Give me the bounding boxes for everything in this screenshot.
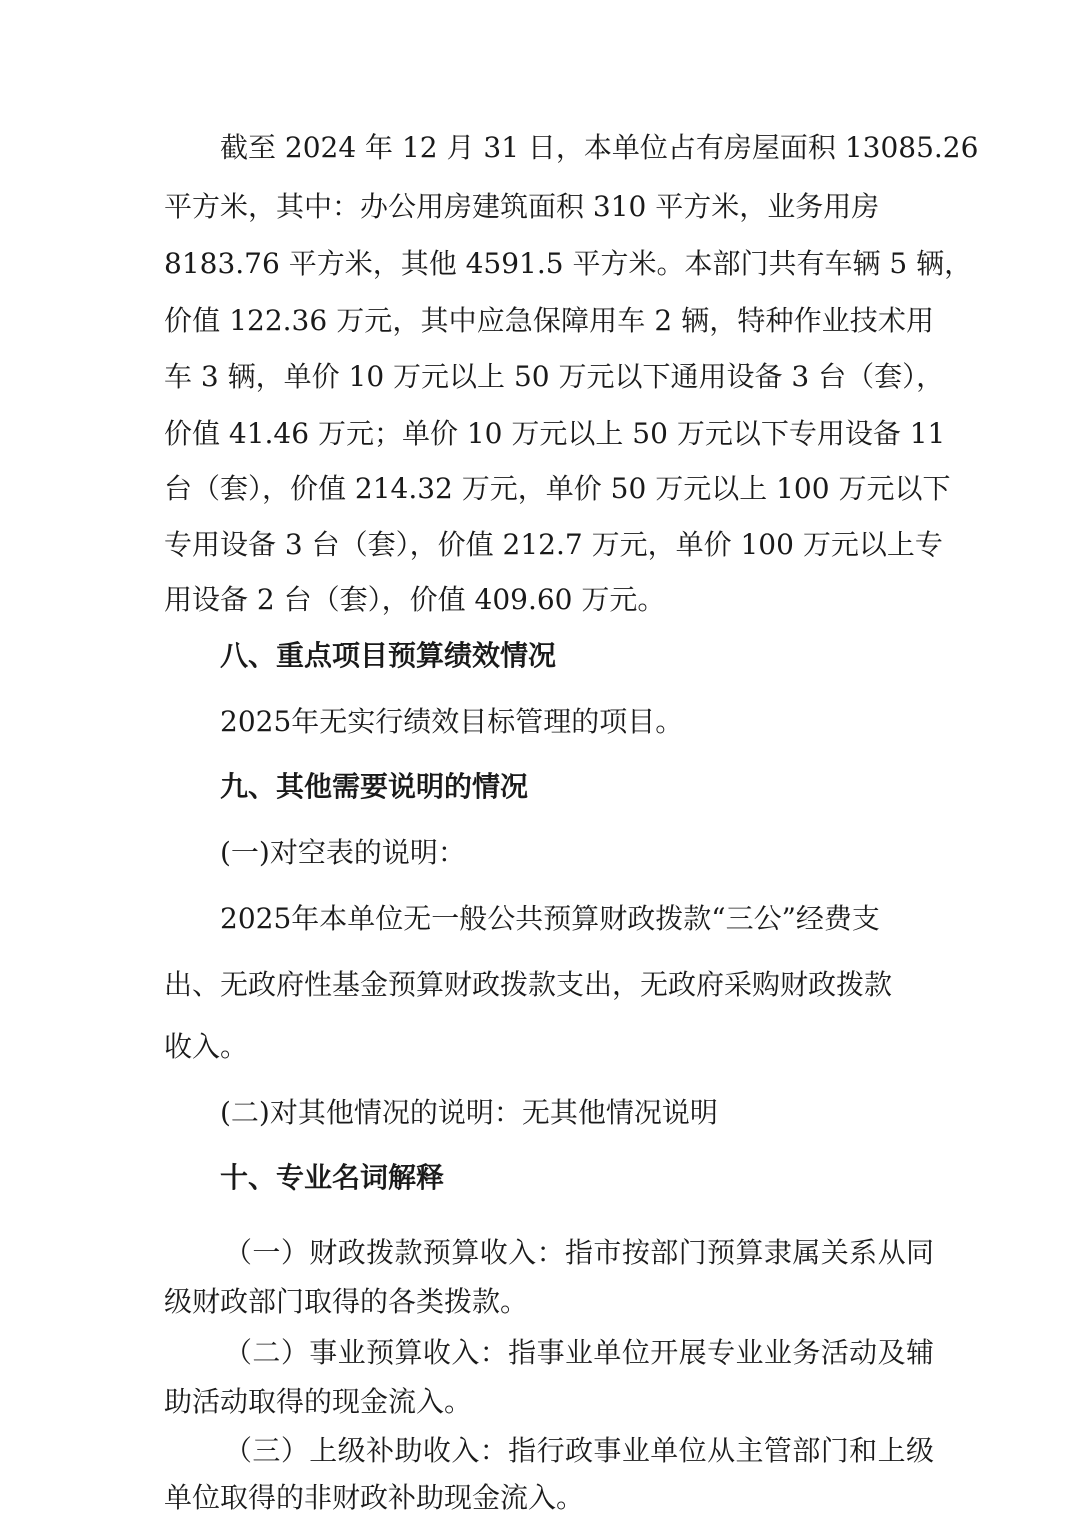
assets-paragraph-line-6: 价值 41.46 万元；单价 10 万元以上 50 万元以下专用设备 11 — [164, 417, 946, 450]
section-ten-heading: 十、专业名词解释 — [220, 1161, 445, 1194]
assets-paragraph-line-9: 用设备 2 台（套），价值 409.60 万元。 — [164, 583, 666, 616]
assets-paragraph-line-2: 平方米，其中：办公用房建筑面积 310 平方米，业务用房 — [164, 190, 880, 223]
section-nine-sub1-line-3: 收入。 — [164, 1030, 249, 1063]
term-item-1-line-2: 级财政部门取得的各类拨款。 — [164, 1285, 529, 1318]
term-item-1-line-1: （一）财政拨款预算收入：指市按部门预算隶属关系从同 — [224, 1236, 934, 1269]
section-nine-heading: 九、其他需要说明的情况 — [220, 770, 529, 803]
assets-paragraph-line-4: 价值 122.36 万元，其中应急保障用车 2 辆，特种作业技术用 — [164, 304, 934, 337]
section-nine-sub1-title: (一)对空表的说明： — [220, 836, 466, 869]
section-nine-sub2-text: (二)对其他情况的说明：无其他情况说明 — [220, 1096, 718, 1129]
term-item-3-line-2: 单位取得的非财政补助现金流入。 — [164, 1481, 585, 1514]
section-eight-heading: 八、重点项目预算绩效情况 — [220, 639, 557, 672]
assets-paragraph-line-3: 8183.76 平方米，其他 4591.5 平方米。本部门共有车辆 5 辆， — [164, 247, 973, 280]
section-eight-text: 2025年无实行绩效目标管理的项目。 — [220, 705, 684, 738]
term-item-2-line-2: 助活动取得的现金流入。 — [164, 1385, 473, 1418]
section-nine-sub1-line-1: 2025年本单位无一般公共预算财政拨款“三公”经费支 — [220, 902, 880, 935]
term-item-2-line-1: （二）事业预算收入：指事业单位开展专业业务活动及辅 — [224, 1336, 934, 1369]
assets-paragraph-line-1: 截至 2024 年 12 月 31 日，本单位占有房屋面积 13085.26 — [220, 131, 979, 164]
term-item-3-line-1: （三）上级补助收入：指行政事业单位从主管部门和上级 — [224, 1434, 934, 1467]
assets-paragraph-line-8: 专用设备 3 台（套），价值 212.7 万元，单价 100 万元以上专 — [164, 528, 943, 561]
assets-paragraph-line-5: 车 3 辆，单价 10 万元以上 50 万元以下通用设备 3 台（套）， — [164, 360, 945, 393]
assets-paragraph-line-7: 台（套），价值 214.32 万元，单价 50 万元以上 100 万元以下 — [164, 472, 951, 505]
section-nine-sub1-line-2: 出、无政府性基金预算财政拨款支出，无政府采购财政拨款 — [164, 968, 893, 1001]
